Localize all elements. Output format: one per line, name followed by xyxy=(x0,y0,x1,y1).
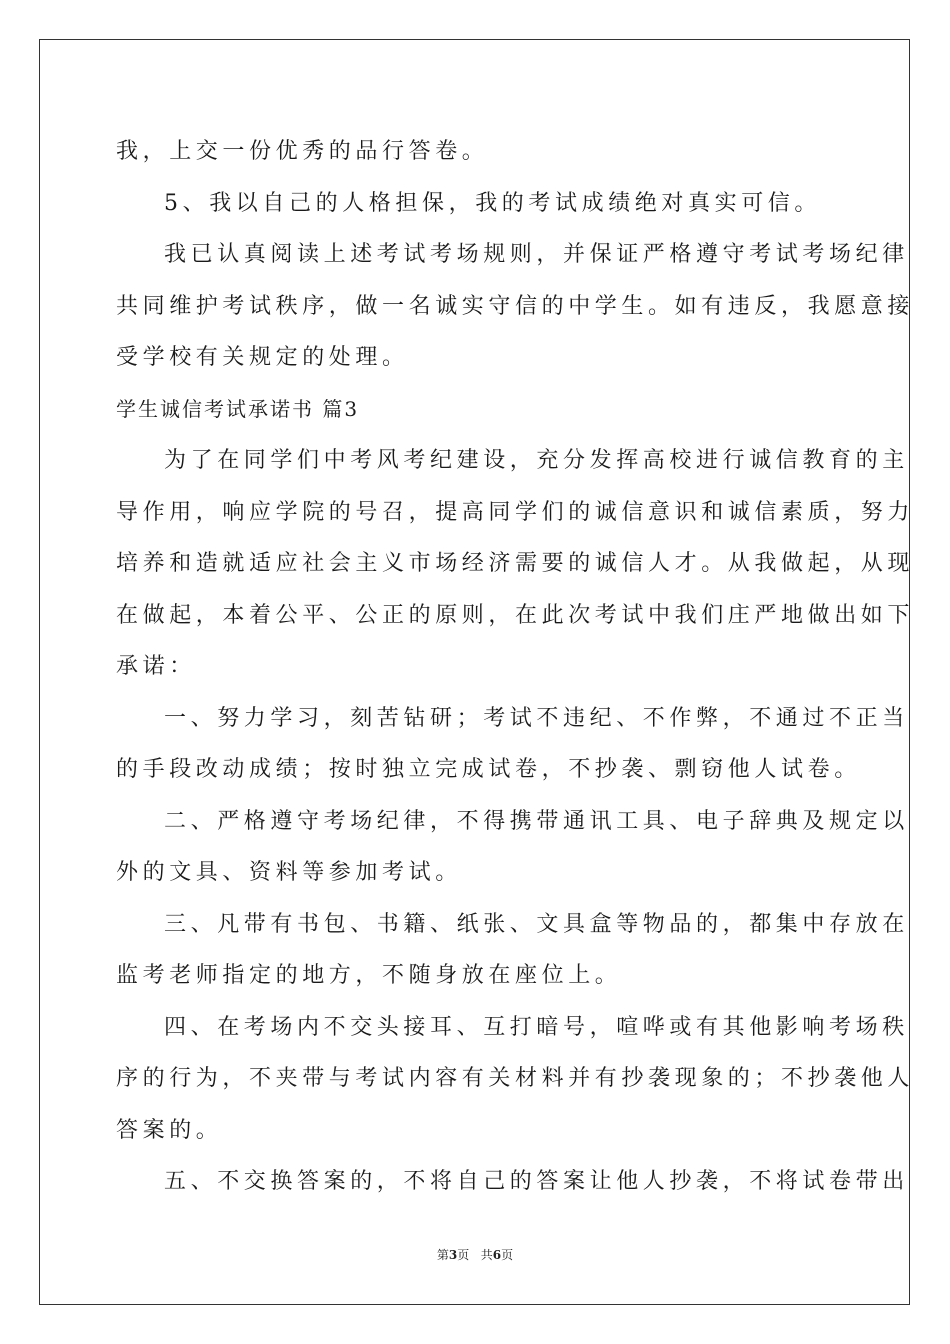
text-line: 在做起，本着公平、公正的原则，在此次考试中我们庄严地做出如下 xyxy=(116,602,915,628)
text-line: 培养和造就适应社会主义市场经济需要的诚信人才。从我做起，从现 xyxy=(116,551,915,576)
text-line: 受学校有关规定的处理。 xyxy=(116,345,409,370)
text-line: 共同维护考试秩序，做一名诚实守信的中学生。如有违反，我愿意接 xyxy=(116,293,915,319)
page-footer xyxy=(0,1246,950,1263)
text-line: 五、不交换答案的，不将自己的答案让他人抄袭，不将试卷带出 xyxy=(164,1169,909,1194)
page-suffix: 页 xyxy=(457,1248,470,1262)
text-line: 外的文具、资料等参加考试。 xyxy=(116,860,462,885)
text-line: 二、严格遵守考场纪律，不得携带通讯工具、电子辞典及规定以 xyxy=(164,808,909,834)
text-line: 5、我以自己的人格担保，我的考试成绩绝对真实可信。 xyxy=(164,190,821,216)
section-heading: 学生诚信考试承诺书 篇3 xyxy=(116,396,360,421)
text-line: 为了在同学们中考风考纪建设，充分发挥高校进行诚信教育的主 xyxy=(164,448,909,473)
text-line: 一、努力学习，刻苦钻研；考试不违纪、不作弊，不通过不正当 xyxy=(164,705,909,731)
text-line: 承诺： xyxy=(116,654,196,679)
text-line: 导作用，响应学院的号召，提高同学们的诚信意识和诚信素质，努力 xyxy=(116,499,915,525)
document-body xyxy=(116,126,915,1208)
total-prefix: 共 xyxy=(480,1248,493,1262)
text-line: 的手段改动成绩；按时独立完成试卷，不抄袭、剽窃他人试卷。 xyxy=(116,757,861,782)
total-suffix: 页 xyxy=(501,1248,514,1262)
text-line: 三、凡带有书包、书籍、纸张、文具盒等物品的，都集中存放在 xyxy=(164,911,909,937)
text-line: 我，上交一份优秀的品行答卷。 xyxy=(116,139,489,164)
text-line: 四、在考场内不交头接耳、互打暗号，喧哗或有其他影响考场秩 xyxy=(164,1014,909,1040)
text-line: 我已认真阅读上述考试考场规则，并保证严格遵守考试考场纪律 xyxy=(164,242,909,267)
text-line: 序的行为，不夹带与考试内容有关材料并有抄袭现象的；不抄袭他人 xyxy=(116,1066,915,1091)
text-line: 答案的。 xyxy=(116,1117,223,1143)
page-prefix: 第 xyxy=(436,1248,449,1262)
page-current: 3 xyxy=(448,1248,458,1262)
text-line: 监考老师指定的地方，不随身放在座位上。 xyxy=(116,963,622,988)
page-total: 6 xyxy=(492,1248,502,1262)
